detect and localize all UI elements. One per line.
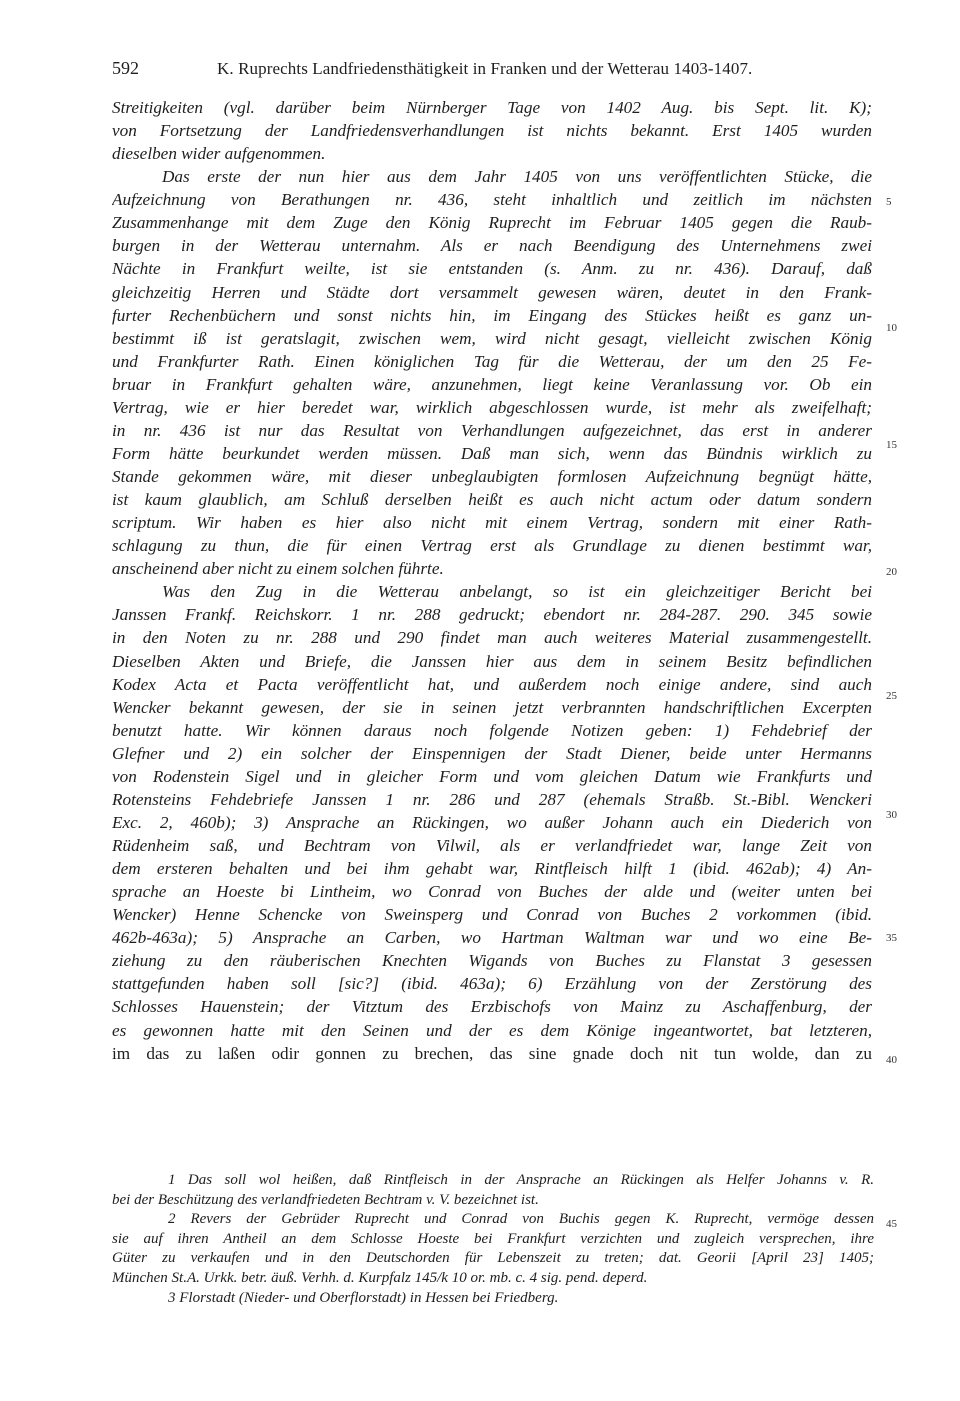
text-line: stattgefunden haben soll [sic?] (ibid. 463a); 6) Erzählung von der Zerstörung des bbox=[112, 974, 872, 994]
text-line: Das erste der nun hier aus dem Jahr 1405 von uns veröffentlichten Stücke, die bbox=[162, 167, 872, 187]
text-line: Aufzeichnung von Berathungen nr. 436, steht inhaltlich und zeitlich im nächsten bbox=[112, 190, 872, 210]
text-line: dieselben wider aufgenommen. bbox=[112, 144, 326, 164]
text-line: ziehung zu den räuberischen Knechten Wigands von Buches zu Flanstat 3 gesessen bbox=[112, 951, 872, 971]
text-line: gleichzeitig Herren und Städte dort versammelt gewesen wären, deutet in den Frank- bbox=[112, 282, 872, 302]
footnotes bbox=[112, 1171, 874, 1308]
line-number: 20 bbox=[886, 566, 897, 578]
text-line: Dieselben Akten und Briefe, die Janssen hier aus dem in seinem Besitz befindlichen bbox=[112, 651, 872, 671]
text-line: Schlosses Hauenstein; der Vitztum des Erzbischofs von Mainz zu Aschaffenburg, der bbox=[112, 997, 872, 1017]
text-line: Stande gekommen wäre, mit dieser unbeglaubigten formlosen Aufzeichnung begnügt hätte, bbox=[112, 467, 872, 486]
text-line: sprache an Hoeste bi Lintheim, wo Conrad von Buches der alde und (weiter unten bei bbox=[112, 882, 872, 902]
text-line: im das zu laßen odir gonnen zu brechen, das sine gnade doch nit tun wolde, dan zu bbox=[112, 1043, 872, 1063]
line-number: 5 bbox=[886, 196, 892, 208]
text-line: Rotensteins Fehdebriefe Janssen 1 nr. 286 und 287 (ehemals Straßb. St.-Bibl. Wenckeri bbox=[112, 789, 872, 809]
text-line: es gewonnen hatte mit den Seinen und der es dem Könige ingeantwortet, bat letzteren, bbox=[112, 1020, 872, 1040]
footnote-line: 2 Revers der Gebrüder Ruprecht und Conrad von Buchis gegen K. Ruprecht, vermöge dessen bbox=[168, 1211, 874, 1228]
line-number: 30 bbox=[886, 809, 897, 821]
text-line: Nächte in Frankfurt weilte, ist sie entstanden (s. Anm. zu nr. 436). Darauf, daß bbox=[112, 259, 872, 279]
text-line: in nr. 436 ist nur das Resultat von Verhandlungen aufgezeichnet, das erst in anderer bbox=[112, 420, 872, 440]
text-line: Rüdenheim saß, und Bechtram von Vilwil, als er verlandfriedet war, lange Zeit von bbox=[112, 836, 872, 855]
text-line: dem ersteren behalten und bei ihm gehabt war, Rintfleisch hilft 1 (ibid. 462ab); 4) An- bbox=[112, 859, 872, 879]
line-number: 10 bbox=[886, 322, 897, 334]
footnote-line: Güter zu verkaufen und in den Deutschorden für Lebenszeit zu treten; dat. Georii [April 23] 1405; bbox=[112, 1250, 874, 1267]
line-number: 25 bbox=[886, 690, 897, 702]
text-line: Exc. 2, 460b); 3) Ansprache an Rückingen, wo außer Johann auch ein Diederich von bbox=[112, 812, 872, 832]
footnote-line: bei der Beschützung des verlandfriedeten Bechtram v. V. bezeichnet ist. bbox=[112, 1191, 539, 1208]
text-line: Was den Zug in die Wetterau anbelangt, so ist ein gleichzeitiger Bericht bei bbox=[162, 582, 872, 602]
text-line: bruar in Frankfurt gehalten wäre, anzunehmen, liegt keine Veranlassung vor. Ob ein bbox=[112, 374, 872, 394]
text-line: bestimmt iß ist geratslagit, zwischen wem, wird nicht gesagt, vielleicht zwischen König bbox=[112, 328, 872, 348]
running-title: K. Ruprechts Landfriedensthätigkeit in Franken und der Wetterau 1403-1407. bbox=[217, 59, 753, 78]
line-number: 45 bbox=[886, 1218, 897, 1230]
text-line: in den Noten zu nr. 288 und 290 findet man auch weiteres Material zusammengestellt. bbox=[112, 628, 872, 648]
text-line: von Fortsetzung der Landfriedensverhandlungen ist nichts bekannt. Erst 1405 wurden bbox=[112, 121, 872, 141]
text-line: Wencker bekannt gewesen, der sie in seinen jetzt verbrannten handschriftlichen Excerpten bbox=[112, 697, 872, 717]
line-number: 15 bbox=[886, 439, 897, 451]
text-line: schlagung zu thun, die für einen Vertrag erst als Grundlage zu dienen bestimmt war, bbox=[112, 536, 872, 556]
text-line: Janssen Frankf. Reichskorr. 1 nr. 288 gedruckt; ebendort nr. 284-287. 290. 345 sowie bbox=[112, 605, 872, 625]
text-line: Form hätte beurkundet werden müssen. Daß man sich, wenn das Bündnis wirklich zu bbox=[112, 443, 872, 463]
text-line: 462b-463a); 5) Ansprache an Carben, wo Hartman Waltman war und wo eine Be- bbox=[112, 928, 872, 948]
text-line: Glefner und 2) ein solcher der Einspennigen der Stadt Diener, beide unter Hermanns bbox=[112, 743, 872, 763]
text-line: Zusammenhange mit dem Zuge den König Ruprecht im Februar 1405 gegen die Raub- bbox=[112, 213, 872, 233]
text-line: Wencker) Henne Schencke von Sweinsperg und Conrad von Buches 2 vorkommen (ibid. bbox=[112, 905, 872, 925]
line-number: 40 bbox=[886, 1054, 897, 1066]
footnote-line: sie auf ihren Antheil an dem Schlosse Hoeste bei Frankfurt verzichten und zugleich versprechen, ihre bbox=[112, 1230, 874, 1247]
footnote-line: 1 Das soll wol heißen, daß Rintfleisch in der Ansprache an Rückingen als Helfer Johanns v. R. bbox=[168, 1172, 874, 1188]
text-line: benutzt hatte. Wir können daraus noch folgende Notizen geben: 1) Fehdebrief der bbox=[112, 720, 872, 740]
text-line: ist kaum glaublich, am Schluß derselben heißt es auch nicht actum oder datum sondern bbox=[112, 490, 872, 510]
footnote-line: München St.A. Urkk. betr. äuß. Verhh. d. Kurpfalz 145/k 10 or. mb. c. 4 sig. pend. deperd. bbox=[112, 1269, 648, 1286]
text-line: burgen in der Wetterau unternahm. Als er nach Beendigung des Unternehmens zwei bbox=[112, 236, 872, 256]
text-line: scriptum. Wir haben es hier also nicht mit einem Vertrag, sondern mit einer Rath- bbox=[112, 513, 872, 533]
text-line: Vertrag, wie er hier beredet war, wirklich abgeschlossen wurde, ist mehr als zweifelhaft; bbox=[112, 397, 872, 417]
text-line: und Frankfurter Rath. Einen königlichen Tag für die Wetterau, der um den 25 Fe- bbox=[112, 351, 872, 371]
text-line: furter Rechenbüchern und sonst nichts hin, im Eingang des Stückes heißt es ganz un- bbox=[112, 305, 872, 325]
page-number: 592 bbox=[112, 58, 139, 78]
text-line: anscheinend aber nicht zu einem solchen führte. bbox=[112, 559, 444, 579]
line-number: 35 bbox=[886, 932, 897, 944]
page-header bbox=[112, 58, 872, 82]
text-line: von Rodenstein Sigel und in gleicher Form und vom gleichen Datum wie Frankfurts und bbox=[112, 766, 872, 786]
main-text bbox=[112, 96, 872, 1065]
text-line: Kodex Acta et Pacta veröffentlicht hat, und außerdem noch einige andere, sind auch bbox=[112, 674, 872, 694]
text-line: Streitigkeiten (vgl. darüber beim Nürnberger Tage von 1402 Aug. bis Sept. lit. K); bbox=[112, 98, 872, 117]
footnote-line: 3 Florstadt (Nieder- und Oberflorstadt) in Hessen bei Friedberg. bbox=[168, 1289, 559, 1306]
